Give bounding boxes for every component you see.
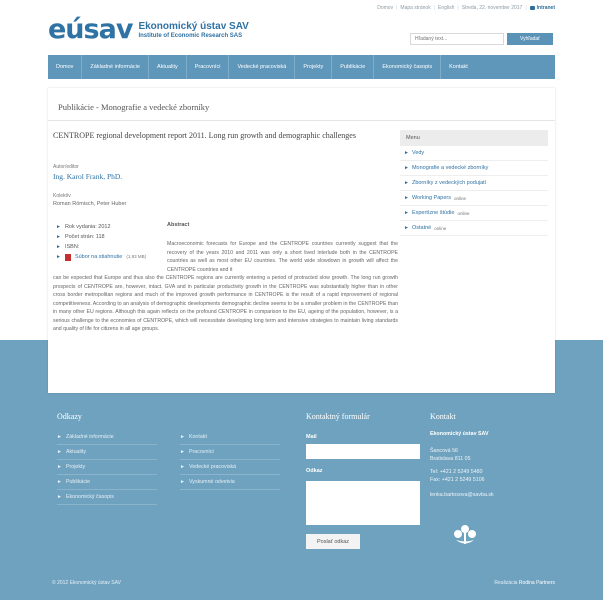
abstract-indented: Macroeconomic forecasts for Europe and the CENTROPE countries currently suggest that the recovery of the years 2010 and 2011 was only a short lived interlude both in the CENTROPE countries as well as most other EU countries. The world wide slowdown in growth will affect the CENTROPE countries and it [167, 241, 398, 273]
nav-item-news[interactable]: Aktuality [149, 55, 187, 79]
nav-item-projects[interactable]: Projekty [295, 55, 332, 79]
abstract-body: can be expected that Europe and thus also the CENTROPE regions are currently entering a period of protracted slow growth. The long run growth prospects of CENTROPE are, however, intact. GVA and in particular productivity growth in the CENTROPE was substantially higher than in other cross border metropolitan regions and much of the improved growth performance in CENTROPE is the result of a rapid improvement of regional competitiveness. According to an analysis of demographic developments demographic decline seems to be a smaller problem in the CENTROPE than in many other EU regions. Although this again reflects on the profound CENTROPE in comparison to the EU, ageing of the population, however, is a serious challenge to the economies of CENTROPE, which will necessitate developing long term and intensive strategies to maintain living standards and quality of life for citizens in all age groups. [53, 275, 398, 332]
search-button[interactable]: Vyhľadať [507, 33, 553, 45]
online-badge: online [457, 210, 470, 216]
arrow-icon: ► [57, 494, 62, 500]
footer-link[interactable] [57, 490, 157, 505]
sidebar-item-label: Monografie a vedecké zborníky [411, 165, 489, 171]
arrow-icon: ► [404, 225, 409, 231]
separator: | [525, 5, 527, 11]
copyright: © 2012 Ekonomický ústav SAV [52, 580, 121, 586]
send-message-button[interactable]: Poslať odkaz [306, 534, 360, 549]
footer-link-label: Publikácie [65, 479, 91, 485]
phone: Tel: +421 2 5249 5480 [430, 468, 483, 475]
nav-item-journal[interactable]: Ekonomický časopis [374, 55, 441, 79]
separator: | [396, 5, 398, 11]
page-title: Publikácie - Monografie a vedecké zborníky [58, 102, 210, 112]
coauthors: Roman Römisch, Peter Huber [53, 201, 127, 207]
arrow-icon: ► [57, 464, 62, 470]
sidebar-menu [400, 130, 548, 236]
contact-form-heading: Kontaktný formulár [306, 412, 370, 421]
nav-item-basic-info[interactable]: Základné informácie [82, 55, 149, 79]
footer-links-col2 [180, 430, 280, 490]
site-logo[interactable] [48, 14, 249, 45]
arrow-icon: ► [404, 195, 409, 201]
online-badge: online [434, 225, 447, 231]
intranet-link[interactable] [530, 5, 555, 11]
utility-nav [377, 5, 555, 11]
search-form [410, 33, 553, 45]
arrow-icon: ► [57, 479, 62, 485]
sidebar-item-label: Expertízne štúdie [411, 210, 455, 216]
footer-links-heading: Odkazy [57, 412, 82, 421]
sidebar-head: Menu [400, 130, 548, 146]
sav-emblem-icon [452, 523, 478, 547]
sidebar-item-label: Zborníky z vedeckých podujatí [411, 180, 487, 186]
address-street: Šancová 56 [430, 447, 458, 454]
footer-links-col1 [57, 430, 157, 505]
utility-link-english[interactable]: English [438, 5, 455, 11]
arrow-icon: ► [404, 180, 409, 186]
mail-input[interactable] [306, 444, 420, 459]
address-city: Bratislava 811 05 [430, 456, 471, 462]
mail-label: Mail [306, 434, 317, 440]
arrow-icon: ► [57, 434, 62, 440]
search-input[interactable] [410, 33, 504, 45]
sidebar-item-other[interactable] [400, 221, 548, 236]
current-date: Streda, 22. november 2017 [461, 5, 523, 11]
logo-text [138, 21, 248, 39]
arrow-icon: ► [404, 150, 409, 156]
footer-link[interactable] [180, 430, 280, 445]
divider [48, 120, 555, 121]
meta-year [56, 222, 146, 232]
sidebar-item-label: Vedy [411, 150, 425, 156]
arrow-icon: ► [180, 479, 185, 485]
arrow-icon: ► [56, 224, 61, 230]
arrow-icon: ► [56, 244, 61, 250]
credit-link[interactable]: Rodina Partners [518, 580, 555, 586]
message-textarea[interactable] [306, 481, 420, 525]
footer-link[interactable] [180, 445, 280, 460]
download-link[interactable]: Súbor na stiahnutie [74, 254, 123, 260]
logo-mark: eúsav [48, 14, 133, 45]
online-badge: online [453, 195, 466, 201]
separator: | [457, 5, 459, 11]
footer-link-label: Vedecké pracoviská [188, 464, 237, 470]
pages-text: Počet strán: 118 [64, 234, 105, 240]
footer-link[interactable] [57, 445, 157, 460]
author-label: Autor/editor [53, 164, 79, 170]
nav-item-departments[interactable]: Vedecké pracoviská [229, 55, 295, 79]
credit-prefix: Realizácia [494, 580, 518, 586]
sidebar-item-label: Working Papers [411, 195, 451, 201]
footer-link-label: Ekonomický časopis [65, 494, 114, 500]
arrow-icon: ► [404, 210, 409, 216]
arrow-icon: ► [57, 449, 62, 455]
footer-link-label: Projekty [65, 464, 86, 470]
sidebar-item-monographs[interactable] [400, 161, 548, 176]
arrow-icon: ► [180, 464, 185, 470]
abstract-title: Abstract [167, 222, 190, 228]
lock-icon [530, 6, 535, 10]
sidebar-item-working-papers[interactable] [400, 191, 548, 206]
year-text: Rok vydania: 2012 [64, 224, 111, 230]
nav-item-staff[interactable]: Pracovníci [187, 55, 230, 79]
fax: Fax: +421 2 5249 5106 [430, 477, 485, 483]
arrow-icon: ► [56, 254, 61, 260]
nav-item-publications[interactable]: Publikácie [332, 55, 374, 79]
arrow-icon: ► [56, 234, 61, 240]
nav-item-home[interactable]: Domov [48, 55, 82, 79]
author-link[interactable]: Ing. Karol Frank, PhD. [53, 172, 123, 181]
contact-heading: Kontakt [430, 412, 456, 421]
footer-link[interactable] [57, 430, 157, 445]
main-nav [48, 55, 555, 79]
email-link[interactable]: lenka.bartosova@savba.sk [430, 491, 494, 498]
arrow-icon: ► [404, 165, 409, 171]
intranet-label: Intranet [536, 5, 555, 11]
org-name: Ekonomický ústav SAV [430, 431, 489, 437]
sidebar-item-proceedings[interactable] [400, 176, 548, 191]
footer-link-label: Aktuality [65, 449, 86, 455]
footer-link[interactable] [57, 475, 157, 490]
coauthors-label: Kolektív [53, 193, 71, 199]
footer-link[interactable] [57, 460, 157, 475]
content-panel [48, 88, 555, 393]
footer-link[interactable] [180, 460, 280, 475]
abstract-text [53, 240, 398, 334]
sidebar-item-label: Ostatné [411, 225, 432, 231]
logo-title: Ekonomický ústav SAV [138, 20, 249, 32]
sidebar-item-vedy[interactable] [400, 146, 548, 161]
utility-link-home[interactable]: Domov [377, 5, 394, 11]
article-title: CENTROPE regional development report 2011. Long run growth and demographic challenges [53, 131, 356, 140]
arrow-icon: ► [180, 434, 185, 440]
footer-link-label: Vyskumné odvetvia [188, 479, 235, 485]
nav-item-contact[interactable]: Kontakt [449, 64, 468, 70]
footer-link-label: Základné informácie [65, 434, 114, 440]
isbn-text: ISBN: [64, 244, 80, 250]
footer-link-label: Pracovníci [188, 449, 214, 455]
footer-link[interactable] [180, 475, 280, 490]
footer-link-label: Kontakt [188, 434, 207, 440]
logo-subtitle: Institute of Economic Research SAS [138, 32, 243, 39]
file-size: (1,93 MB) [126, 254, 147, 259]
message-label: Odkaz [306, 468, 323, 474]
credit [494, 580, 555, 586]
arrow-icon: ► [180, 449, 185, 455]
separator: | [433, 5, 436, 11]
sidebar-item-expert-studies[interactable] [400, 206, 548, 221]
utility-link-sitemap[interactable]: Mapa stránok [400, 5, 431, 11]
contact-info [430, 430, 494, 499]
